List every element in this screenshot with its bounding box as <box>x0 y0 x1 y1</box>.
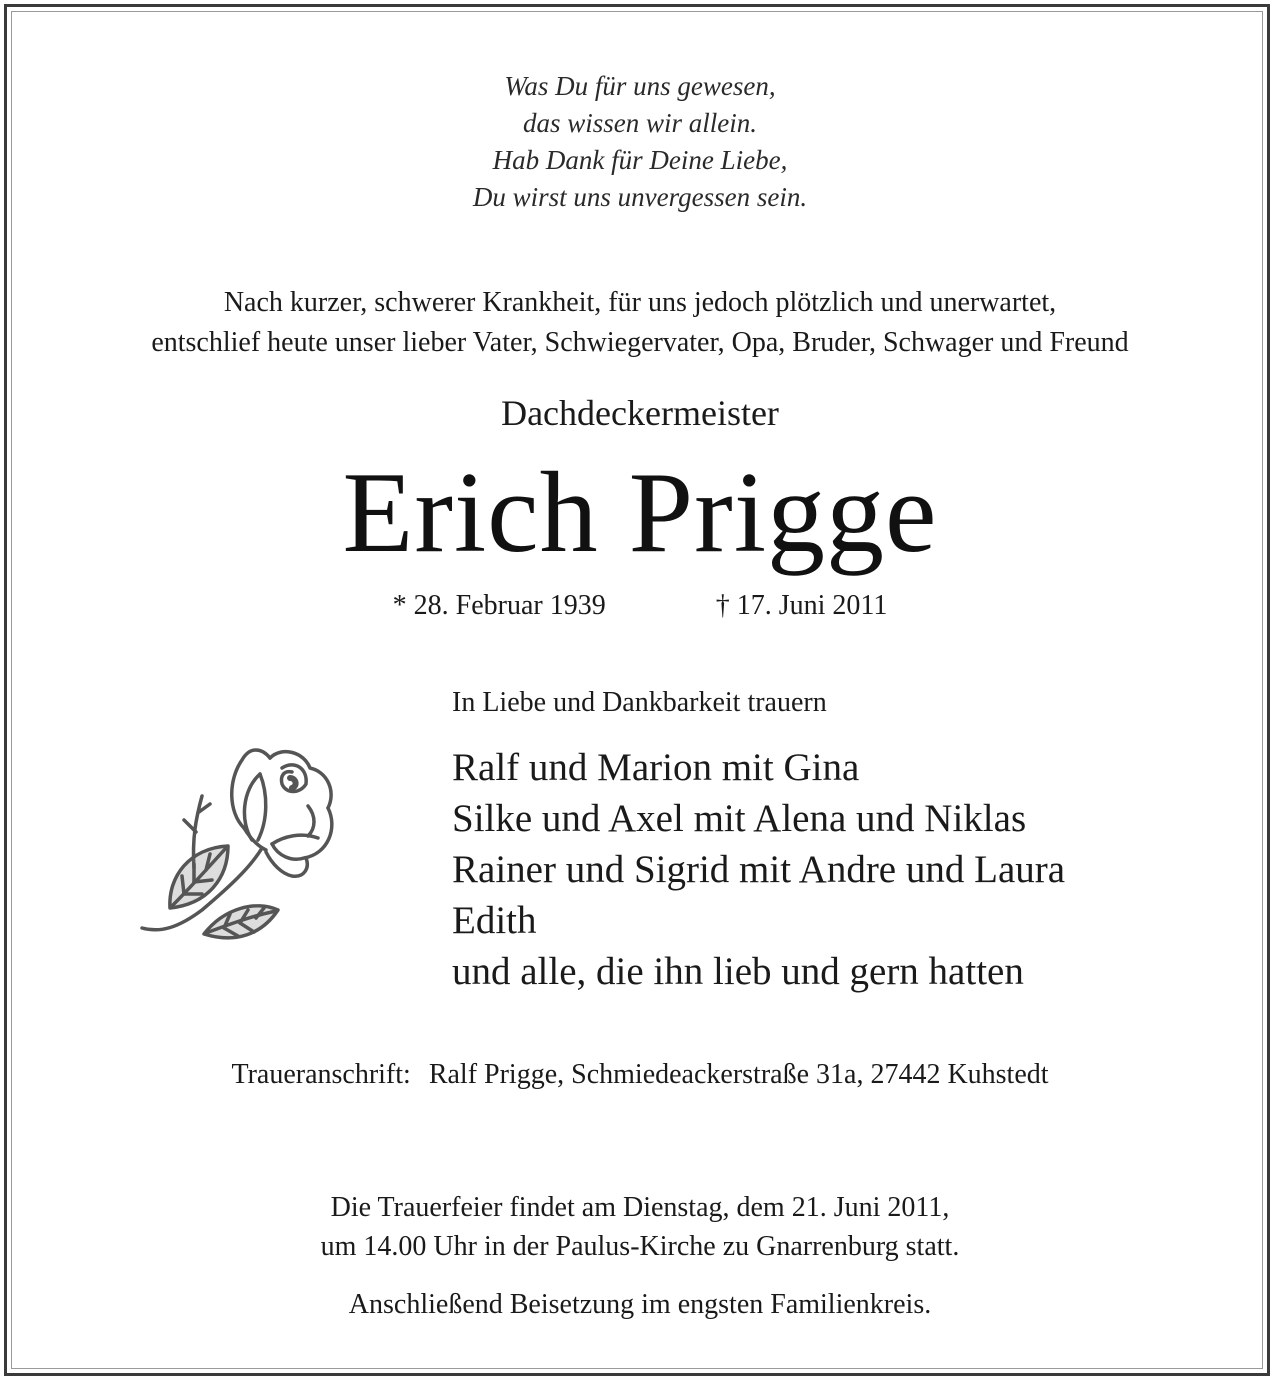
deceased-name: Erich Prigge <box>342 449 938 577</box>
rose-icon <box>132 728 352 958</box>
death-date: † 17. Juni 2011 <box>715 590 888 621</box>
mourner-line: Ralf und Marion mit Gina <box>452 746 860 789</box>
intro-line-2: entschlief heute unser lieber Vater, Schwiegervater, Opa, Bruder, Schwager und Freund <box>151 327 1129 358</box>
verse-line: Was Du für uns gewesen, <box>504 71 776 101</box>
mourners-list <box>452 742 1065 997</box>
memorial-verse <box>0 68 1280 216</box>
birth-date: * 28. Februar 1939 <box>392 590 606 621</box>
service-info <box>0 1188 1280 1266</box>
service-line-2: um 14.00 Uhr in der Paulus-Kirche zu Gnarrenburg statt. <box>320 1231 960 1262</box>
deceased-title: Dachdeckermeister <box>501 393 779 433</box>
verse-line: Hab Dank für Deine Liebe, <box>492 145 788 175</box>
intro-line-1: Nach kurzer, schwerer Krankheit, für uns jedoch plötzlich und unerwartet, <box>223 287 1057 318</box>
burial-info: Anschließend Beisetzung im engsten Familienkreis. <box>348 1289 932 1320</box>
mourner-line: Edith <box>452 899 537 942</box>
life-dates <box>0 588 1280 624</box>
address-label: Traueranschrift: <box>231 1059 411 1090</box>
condolence-address <box>0 1056 1280 1094</box>
intro-text <box>0 283 1280 363</box>
mourner-line: Silke und Axel mit Alena und Niklas <box>452 797 1027 840</box>
verse-line: das wissen wir allein. <box>522 108 758 138</box>
verse-line: Du wirst uns unvergessen sein. <box>472 182 808 212</box>
address-value: Ralf Prigge, Schmiedeackerstraße 31a, 27442 Kuhstedt <box>428 1059 1049 1090</box>
mourner-line: und alle, die ihn lieb und gern hatten <box>452 950 1024 993</box>
mourners-label: In Liebe und Dankbarkeit trauern <box>452 687 827 718</box>
service-line-1: Die Trauerfeier findet am Dienstag, dem 21. Juni 2011, <box>330 1192 950 1223</box>
mourner-line: Rainer und Sigrid mit Andre und Laura <box>452 848 1066 891</box>
